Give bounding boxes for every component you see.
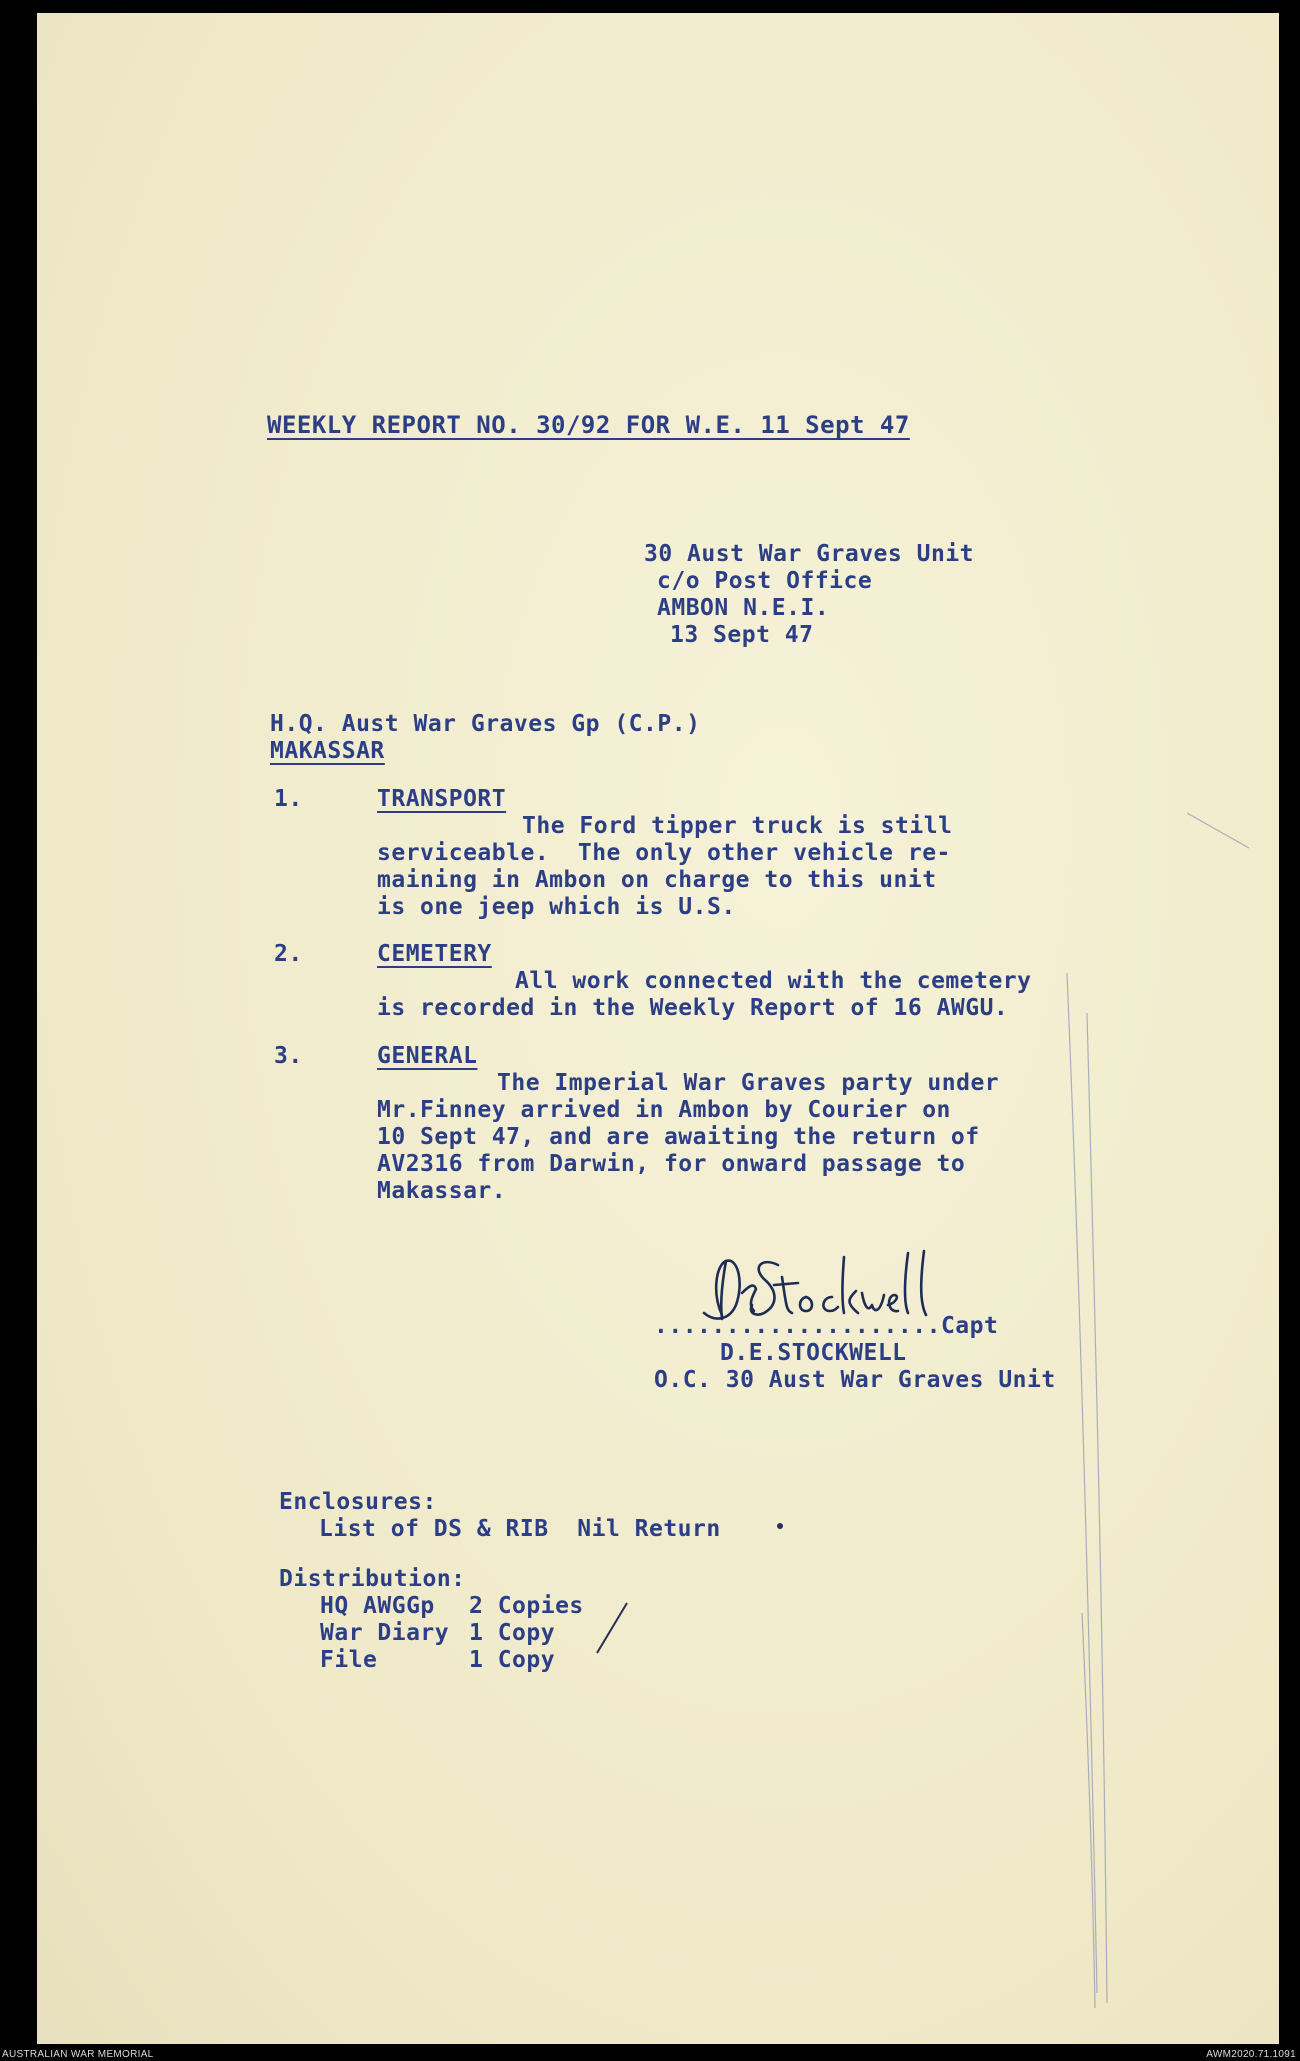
section-heading: CEMETERY xyxy=(377,941,492,967)
footer-institution: AUSTRALIAN WAR MEMORIAL xyxy=(2,2049,154,2060)
section-line: All work connected with the cemetery xyxy=(515,968,1032,994)
address-line: c/o Post Office xyxy=(657,568,873,594)
section-line: The Imperial War Graves party under xyxy=(497,1070,1000,1096)
section-line: is one jeep which is U.S. xyxy=(377,894,736,920)
recipient-line: H.Q. Aust War Graves Gp (C.P.) xyxy=(270,711,701,737)
section-line: maining in Ambon on charge to this unit xyxy=(377,867,937,893)
enclosures-label: Enclosures: xyxy=(279,1489,437,1515)
distribution-label: Distribution: xyxy=(279,1566,466,1592)
document-page xyxy=(37,13,1279,2044)
section-line: Mr.Finney arrived in Ambon by Courier on xyxy=(377,1097,951,1123)
section-number: 1. xyxy=(274,786,303,812)
report-title: WEEKLY REPORT NO. 30/92 FOR W.E. 11 Sept 47 xyxy=(267,411,910,439)
address-line: AMBON N.E.I. xyxy=(657,595,830,621)
footer-accession: AWM2020.71.1091 xyxy=(1206,2049,1296,2060)
distribution-qty: 2 Copies xyxy=(469,1593,584,1619)
section-line: 10 Sept 47, and are awaiting the return of xyxy=(377,1124,980,1150)
section-line: The Ford tipper truck is still xyxy=(522,813,953,839)
distribution-qty: 1 Copy xyxy=(469,1620,556,1646)
distribution-qty: 1 Copy xyxy=(469,1647,556,1673)
section-line: AV2316 from Darwin, for onward passage to xyxy=(377,1151,966,1177)
recipient-city: MAKASSAR xyxy=(270,738,385,764)
address-line: 13 Sept 47 xyxy=(670,622,814,648)
distribution-recipient: HQ AWGGp xyxy=(320,1593,435,1619)
section-heading: TRANSPORT xyxy=(377,786,507,812)
signature-dots: ....................Capt xyxy=(654,1313,999,1339)
signatory-role: O.C. 30 Aust War Graves Unit xyxy=(654,1367,1056,1393)
section-line: Makassar. xyxy=(377,1178,507,1204)
section-line: serviceable. The only other vehicle re- xyxy=(377,840,951,866)
enclosure-item: List of DS & RIB Nil Return xyxy=(319,1516,721,1542)
pen-mark-lines xyxy=(37,13,1279,2044)
signatory-name: D.E.STOCKWELL xyxy=(720,1340,907,1366)
section-number: 3. xyxy=(274,1043,303,1069)
distribution-recipient: File xyxy=(320,1647,378,1673)
section-line: is recorded in the Weekly Report of 16 AWGU. xyxy=(377,995,1009,1021)
section-number: 2. xyxy=(274,941,303,967)
section-heading: GENERAL xyxy=(377,1043,478,1069)
address-line: 30 Aust War Graves Unit xyxy=(644,541,974,567)
distribution-recipient: War Diary xyxy=(320,1620,450,1646)
